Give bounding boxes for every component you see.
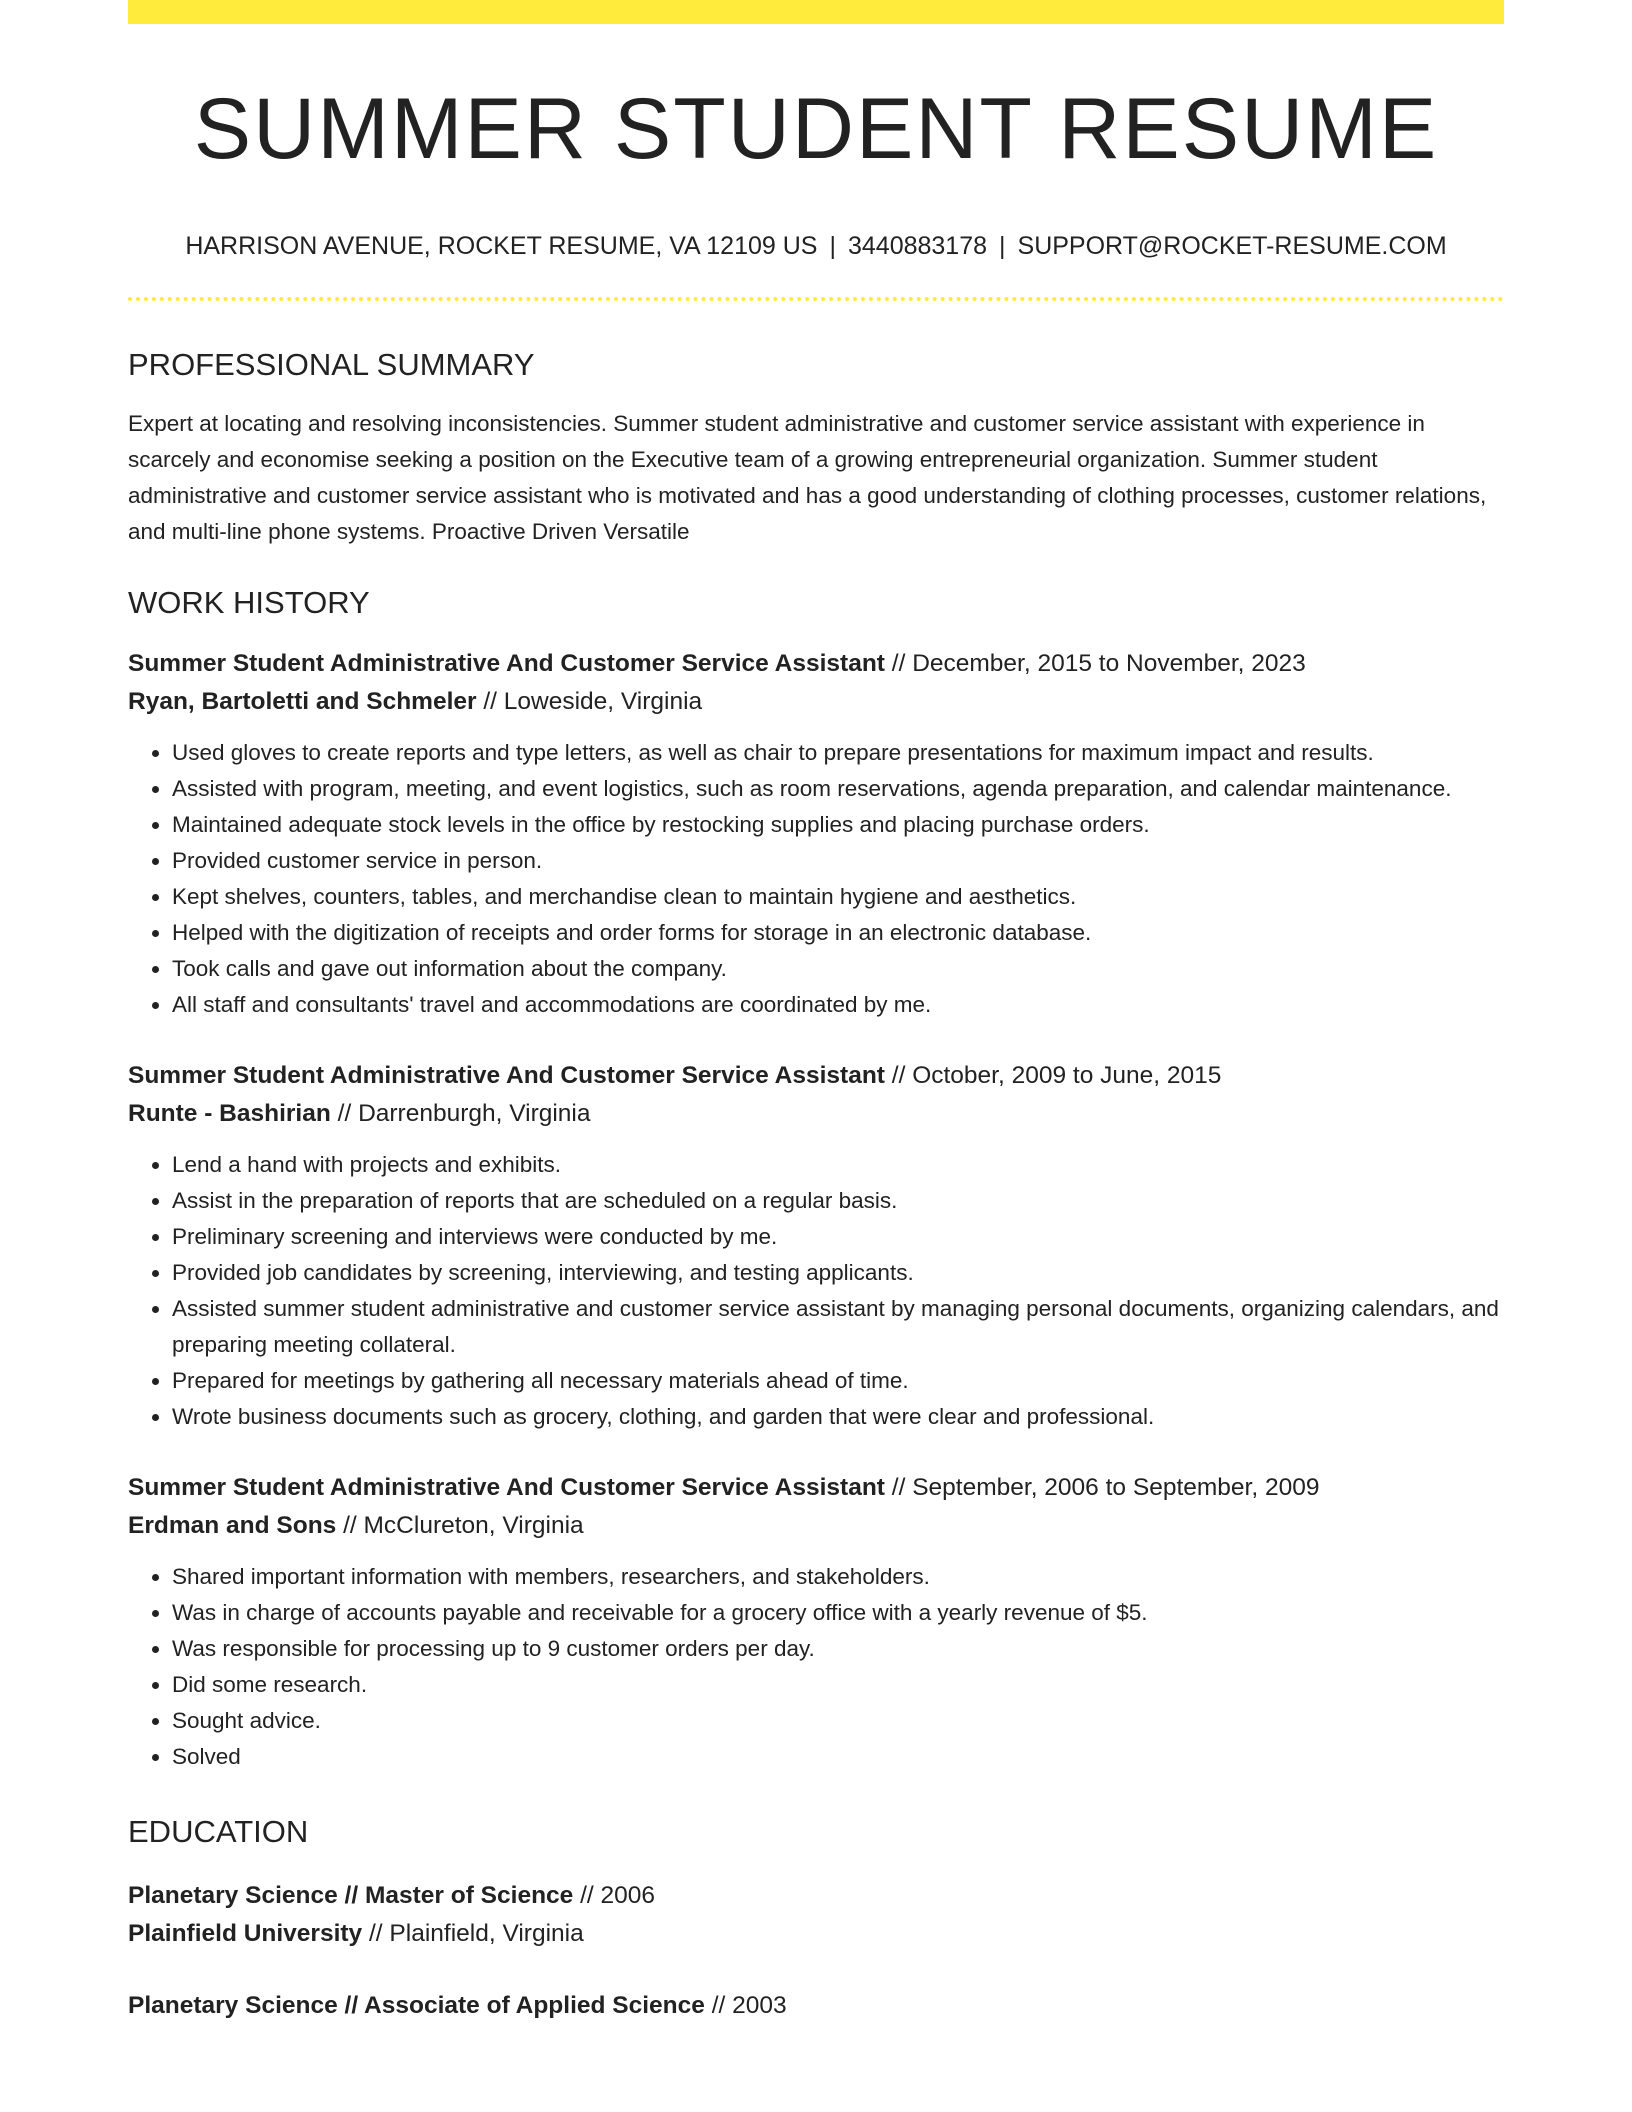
contact-separator: | <box>999 231 1006 260</box>
job-title: Summer Student Administrative And Customer Service Assistant <box>128 1061 885 1089</box>
job-title-line <box>128 645 1504 683</box>
job-bullet: • Preliminary screening and interviews were conducted by me. <box>172 1219 1504 1255</box>
job-bullet: • Shared important information with members, researchers, and stakeholders. <box>172 1559 1504 1595</box>
job-dates: // December, 2015 to November, 2023 <box>884 649 1306 677</box>
job-entry <box>128 1469 1504 1775</box>
job-bullet: • Assist in the preparation of reports that are scheduled on a regular basis. <box>172 1183 1504 1219</box>
contact-phone: 3440883178 <box>847 231 988 260</box>
resume-content <box>128 0 1504 2025</box>
contact-address: HARRISON AVENUE, ROCKET RESUME, VA 12109 US <box>185 231 818 260</box>
education-degree-line <box>128 1987 1504 2025</box>
job-bullet: • Was in charge of accounts payable and receivable for a grocery office with a yearly revenue of $5. <box>172 1595 1504 1631</box>
job-title: Summer Student Administrative And Customer Service Assistant <box>128 649 885 677</box>
job-company-line <box>128 683 1504 721</box>
accent-top-bar <box>128 0 1504 24</box>
job-bullet: • Solved <box>172 1739 1504 1775</box>
education-entry <box>128 1987 1504 2025</box>
education-degree: Planetary Science // Associate of Applied Science <box>128 1992 705 2020</box>
job-bullet: • All staff and consultants' travel and accommodations are coordinated by me. <box>172 987 1504 1023</box>
job-entry <box>128 1057 1504 1435</box>
job-bullet: • Assisted summer student administrative and customer service assistant by managing personal documents, organizing calendars, and preparing meeting collateral. <box>172 1291 1504 1363</box>
resume-title: SUMMER STUDENT RESUME <box>193 81 1439 177</box>
education-entry <box>128 1877 1504 1953</box>
job-entry <box>128 645 1504 1023</box>
job-bullet: • Kept shelves, counters, tables, and merchandise clean to maintain hygiene and aesthetics. <box>172 879 1504 915</box>
education-degree-line <box>128 1877 1504 1915</box>
job-bullet: • Lend a hand with projects and exhibits. <box>172 1147 1504 1183</box>
summary-text: Expert at locating and resolving inconsistencies. Summer student administrative and customer service assistant with experience in scarcely and economise seeking a position on the Executive team of a growing entrepreneurial organization. Summer student administrative and customer service assistant who is motivated and has a good understanding of clothing processes, customer relations, and multi-line phone systems. Proactive Driven Versatile <box>128 410 1487 544</box>
job-company-line <box>128 1095 1504 1133</box>
job-company: Ryan, Bartoletti and Schmeler <box>128 687 477 715</box>
job-bullet: • Was responsible for processing up to 9 customer orders per day. <box>172 1631 1504 1667</box>
job-bullet: • Sought advice. <box>172 1703 1504 1739</box>
education-year: // 2006 <box>573 1882 656 1910</box>
job-company: Runte - Bashirian <box>128 1099 331 1127</box>
education-school: Plainfield University <box>128 1920 363 1948</box>
job-bullets <box>128 735 1504 1023</box>
job-location: // McClureton, Virginia <box>336 1511 584 1539</box>
job-company-line <box>128 1507 1504 1545</box>
education-school-line <box>128 1915 1504 1953</box>
job-bullet: • Did some research. <box>172 1667 1504 1703</box>
education-degree: Planetary Science // Master of Science <box>128 1882 574 1910</box>
job-bullets <box>128 1147 1504 1435</box>
job-company: Erdman and Sons <box>128 1511 337 1539</box>
job-dates: // October, 2009 to June, 2015 <box>884 1061 1222 1089</box>
job-title-line <box>128 1469 1504 1507</box>
job-bullets <box>128 1559 1504 1775</box>
job-bullet: • Provided customer service in person. <box>172 843 1504 879</box>
job-bullet: • Assisted with program, meeting, and event logistics, such as room reservations, agenda preparation, and calendar maintenance. <box>172 771 1504 807</box>
contact-separator: | <box>829 231 836 260</box>
job-bullet: • Used gloves to create reports and type letters, as well as chair to prepare presentations for maximum impact and results. <box>172 735 1504 771</box>
job-bullet: • Provided job candidates by screening, interviewing, and testing applicants. <box>172 1255 1504 1291</box>
job-bullet: • Helped with the digitization of receipts and order forms for storage in an electronic database. <box>172 915 1504 951</box>
job-bullet: • Took calls and gave out information about the company. <box>172 951 1504 987</box>
education-year: // 2003 <box>704 1992 787 2020</box>
work-history-heading: WORK HISTORY <box>128 584 370 620</box>
contact-line <box>128 231 1504 261</box>
contact-email: SUPPORT@ROCKET-RESUME.COM <box>1017 231 1447 260</box>
job-dates: // September, 2006 to September, 2009 <box>884 1473 1320 1501</box>
job-title: Summer Student Administrative And Customer Service Assistant <box>128 1473 885 1501</box>
education-location: // Plainfield, Virginia <box>362 1920 584 1948</box>
education-heading: EDUCATION <box>128 1813 309 1849</box>
job-bullet: • Maintained adequate stock levels in the office by restocking supplies and placing purchase orders. <box>172 807 1504 843</box>
job-location: // Loweside, Virginia <box>476 687 703 715</box>
dotted-divider <box>128 297 1504 301</box>
job-location: // Darrenburgh, Virginia <box>330 1099 591 1127</box>
job-bullet: • Prepared for meetings by gathering all necessary materials ahead of time. <box>172 1363 1504 1399</box>
job-title-line <box>128 1057 1504 1095</box>
summary-heading: PROFESSIONAL SUMMARY <box>128 346 535 382</box>
job-bullet: • Wrote business documents such as grocery, clothing, and garden that were clear and professional. <box>172 1399 1504 1435</box>
